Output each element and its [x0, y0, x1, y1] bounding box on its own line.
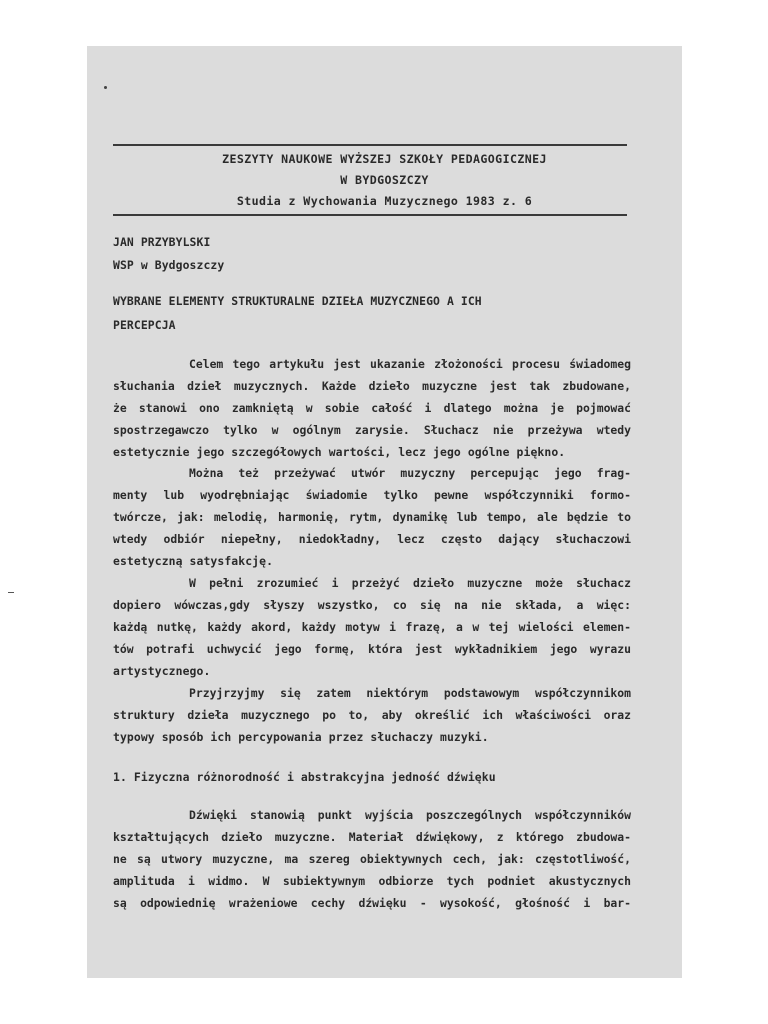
- paragraph-line: Przyjrzyjmy się zatem niektórym podstawowym współczynnikom: [189, 686, 631, 700]
- paragraph-line: dopiero wówczas,gdy słyszy wszystko, co się na nie składa, a więc:: [113, 598, 631, 612]
- paragraph-line: estetycznie jego szczegółowych wartości, lecz jego ogólne piękno.: [113, 445, 566, 459]
- paragraph-line: tów potrafi uchwycić jego formę, która jest wykładnikiem jego wyrazu: [113, 642, 631, 656]
- header-rule-top: [113, 144, 627, 146]
- journal-city: W BYDGOSZCZY: [340, 173, 429, 187]
- paragraph-line: każdą nutkę, każdy akord, każdy motyw i frazę, a w tej wielości elemen-: [113, 620, 631, 634]
- paragraph-line: są odpowiednię wrażeniowe cechy dźwięku - wysokość, głośność i bar-: [113, 896, 631, 910]
- header-rule-bottom: [113, 214, 627, 216]
- paragraph-line: Celem tego artykułu jest ukazanie złożoności procesu świadomeg: [189, 357, 631, 371]
- paragraph-line: słuchania dzieł muzycznych. Każde dzieło muzyczne jest tak zbudowane,: [113, 379, 631, 393]
- paragraph-line: amplituda i widmo. W subiektywnym odbiorze tych podniet akustycznych: [113, 874, 631, 888]
- journal-name: ZESZYTY NAUKOWE WYŻSZEJ SZKOŁY PEDAGOGICZNEJ: [222, 152, 547, 166]
- paragraph-line: artystycznego.: [113, 664, 211, 678]
- speck: [104, 86, 107, 89]
- author-name: JAN PRZYBYLSKI: [113, 235, 211, 249]
- paragraph-line: wtedy odbiór niepełny, niedokładny, lecz często dający słuchaczowi: [113, 532, 631, 546]
- paragraph-line: typowy sposób ich percypowania przez słuchaczy muzyki.: [113, 730, 489, 744]
- paragraph-line: ne są utwory muzyczne, ma szereg obiektywnych cech, jak: częstotliwość,: [113, 852, 631, 866]
- article-title-line-2: PERCEPCJA: [113, 318, 176, 332]
- margin-mark: [8, 592, 14, 593]
- paragraph-line: struktury dzieła muzycznego po to, aby określić ich właściwości oraz: [113, 708, 631, 722]
- author-affiliation: WSP w Bydgoszczy: [113, 258, 225, 272]
- document-page: [87, 46, 682, 978]
- paragraph-line: W pełni zrozumieć i przeżyć dzieło muzyczne może słuchacz: [189, 576, 631, 590]
- paragraph-line: że stanowi ono zamkniętą w sobie całość i dlatego można je pojmować: [113, 401, 631, 415]
- paragraph-line: spostrzegawczo tylko w ogólnym zarysie. Słuchacz nie przeżywa wtedy: [113, 423, 631, 437]
- section-heading: 1. Fizyczna różnorodność i abstrakcyjna jedność dźwięku: [113, 770, 496, 784]
- paragraph-line: menty lub wyodrębniając świadomie tylko pewne współczynniki formo-: [113, 488, 631, 502]
- paragraph-line: kształtujących dzieło muzyczne. Materiał dźwiękowy, z którego zbudowa-: [113, 830, 631, 844]
- paragraph-line: twórcze, jak: melodię, harmonię, rytm, dynamikę lub tempo, ale będzie to: [113, 510, 631, 524]
- journal-issue: Studia z Wychowania Muzycznego 1983 z. 6: [236, 194, 533, 208]
- article-title-line-1: WYBRANE ELEMENTY STRUKTURALNE DZIEŁA MUZYCZNEGO A ICH: [113, 294, 482, 308]
- paragraph-line: estetyczną satysfakcję.: [113, 554, 274, 568]
- paragraph-line: Można też przeżywać utwór muzyczny percepując jego frag-: [189, 466, 631, 480]
- paragraph-line: Dźwięki stanowią punkt wyjścia poszczególnych współczynników: [189, 808, 631, 822]
